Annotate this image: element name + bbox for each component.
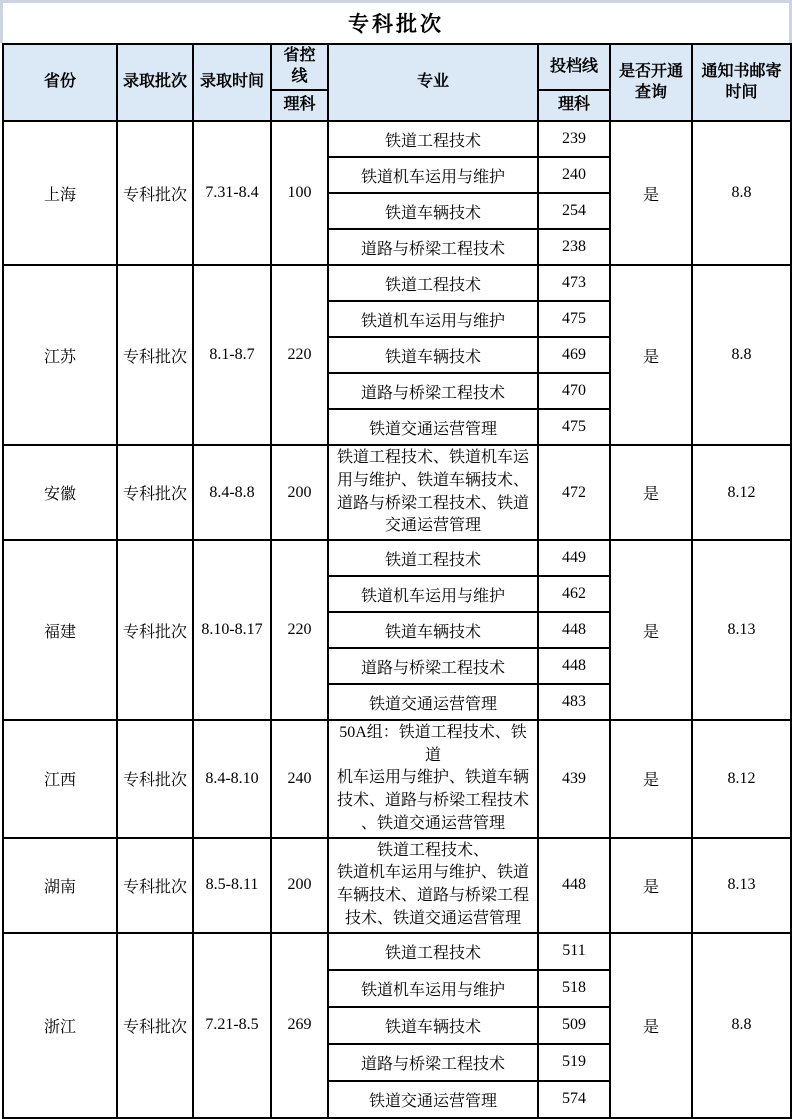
cell-major: 铁道交通运营管理 bbox=[328, 684, 538, 720]
header-time: 录取时间 bbox=[193, 44, 271, 121]
cell-file-line: 469 bbox=[538, 337, 610, 373]
cell-file-line: 449 bbox=[538, 540, 610, 576]
cell-province: 上海 bbox=[3, 121, 117, 265]
table-row bbox=[3, 540, 791, 576]
cell-province: 江西 bbox=[3, 720, 117, 838]
cell-time: 8.1-8.7 bbox=[193, 265, 271, 445]
cell-major: 铁道机车运用与维护 bbox=[328, 301, 538, 337]
cell-province: 浙江 bbox=[3, 933, 117, 1118]
cell-file-line: 511 bbox=[538, 933, 610, 970]
cell-query: 是 bbox=[610, 540, 692, 720]
table-row bbox=[3, 265, 791, 301]
cell-major: 道路与桥梁工程技术 bbox=[328, 1044, 538, 1081]
cell-control-line: 240 bbox=[271, 720, 328, 838]
cell-mail-time: 8.8 bbox=[692, 933, 791, 1118]
cell-major: 铁道机车运用与维护 bbox=[328, 970, 538, 1007]
cell-control-line: 220 bbox=[271, 265, 328, 445]
cell-file-line: 462 bbox=[538, 576, 610, 612]
header-mail-time: 通知书邮寄时间 bbox=[692, 44, 791, 121]
cell-batch: 专科批次 bbox=[117, 720, 193, 838]
cell-time: 7.31-8.4 bbox=[193, 121, 271, 265]
cell-file-line: 240 bbox=[538, 157, 610, 193]
cell-major: 50A组：铁道工程技术、铁道 机车运用与维护、铁道车辆 技术、道路与桥梁工程技术 、铁道交通运营管理 bbox=[328, 720, 538, 838]
cell-file-line: 475 bbox=[538, 301, 610, 337]
cell-batch: 专科批次 bbox=[117, 838, 193, 933]
cell-control-line: 200 bbox=[271, 838, 328, 933]
cell-major: 铁道工程技术、 铁道机车运用与维护、铁道 车辆技术、道路与桥梁工程 技术、铁道交通运营管理 bbox=[328, 838, 538, 933]
cell-query: 是 bbox=[610, 933, 692, 1118]
cell-query: 是 bbox=[610, 445, 692, 540]
cell-major: 铁道车辆技术 bbox=[328, 337, 538, 373]
cell-mail-time: 8.13 bbox=[692, 540, 791, 720]
cell-major: 铁道车辆技术 bbox=[328, 193, 538, 229]
header-control-line-subject: 理科 bbox=[271, 90, 328, 121]
cell-province: 湖南 bbox=[3, 838, 117, 933]
cell-major: 铁道车辆技术 bbox=[328, 612, 538, 648]
cell-major: 铁道工程技术 bbox=[328, 540, 538, 576]
header-query: 是否开通查询 bbox=[610, 44, 692, 121]
header-control-line: 省控线 bbox=[271, 44, 328, 90]
cell-time: 8.4-8.10 bbox=[193, 720, 271, 838]
cell-major: 铁道工程技术 bbox=[328, 121, 538, 157]
cell-file-line: 473 bbox=[538, 265, 610, 301]
cell-control-line: 269 bbox=[271, 933, 328, 1118]
cell-file-line: 439 bbox=[538, 720, 610, 838]
cell-time: 7.21-8.5 bbox=[193, 933, 271, 1118]
cell-batch: 专科批次 bbox=[117, 121, 193, 265]
cell-major: 铁道工程技术、铁道机车运 用与维护、铁道车辆技术、 道路与桥梁工程技术、铁道 交通运营管理 bbox=[328, 445, 538, 540]
cell-province: 安徽 bbox=[3, 445, 117, 540]
cell-query: 是 bbox=[610, 265, 692, 445]
cell-control-line: 200 bbox=[271, 445, 328, 540]
header-file-line-subject: 理科 bbox=[538, 90, 610, 121]
table-row bbox=[3, 838, 791, 933]
cell-file-line: 448 bbox=[538, 612, 610, 648]
table-row bbox=[3, 121, 791, 157]
table-row bbox=[3, 720, 791, 838]
cell-file-line: 519 bbox=[538, 1044, 610, 1081]
cell-batch: 专科批次 bbox=[117, 933, 193, 1118]
cell-file-line: 483 bbox=[538, 684, 610, 720]
cell-major: 铁道机车运用与维护 bbox=[328, 576, 538, 612]
cell-time: 8.10-8.17 bbox=[193, 540, 271, 720]
admissions-table bbox=[2, 43, 792, 1119]
cell-file-line: 475 bbox=[538, 409, 610, 445]
cell-mail-time: 8.8 bbox=[692, 265, 791, 445]
cell-major: 铁道工程技术 bbox=[328, 933, 538, 970]
cell-batch: 专科批次 bbox=[117, 265, 193, 445]
cell-mail-time: 8.13 bbox=[692, 838, 791, 933]
cell-province: 福建 bbox=[3, 540, 117, 720]
header-batch: 录取批次 bbox=[117, 44, 193, 121]
cell-file-line: 239 bbox=[538, 121, 610, 157]
cell-file-line: 518 bbox=[538, 970, 610, 1007]
cell-file-line: 238 bbox=[538, 229, 610, 265]
cell-file-line: 509 bbox=[538, 1007, 610, 1044]
cell-control-line: 220 bbox=[271, 540, 328, 720]
cell-file-line: 254 bbox=[538, 193, 610, 229]
cell-file-line: 574 bbox=[538, 1081, 610, 1118]
cell-province: 江苏 bbox=[3, 265, 117, 445]
cell-major: 铁道交通运营管理 bbox=[328, 409, 538, 445]
cell-query: 是 bbox=[610, 121, 692, 265]
cell-mail-time: 8.12 bbox=[692, 720, 791, 838]
cell-batch: 专科批次 bbox=[117, 540, 193, 720]
cell-time: 8.5-8.11 bbox=[193, 838, 271, 933]
cell-query: 是 bbox=[610, 720, 692, 838]
page-title: 专科批次 bbox=[0, 0, 792, 43]
table-row bbox=[3, 933, 791, 970]
cell-major: 铁道车辆技术 bbox=[328, 1007, 538, 1044]
cell-mail-time: 8.12 bbox=[692, 445, 791, 540]
cell-major: 道路与桥梁工程技术 bbox=[328, 229, 538, 265]
cell-file-line: 448 bbox=[538, 838, 610, 933]
cell-file-line: 448 bbox=[538, 648, 610, 684]
cell-mail-time: 8.8 bbox=[692, 121, 791, 265]
cell-major: 道路与桥梁工程技术 bbox=[328, 648, 538, 684]
table-header-row bbox=[3, 44, 791, 90]
table-row bbox=[3, 445, 791, 540]
cell-major: 道路与桥梁工程技术 bbox=[328, 373, 538, 409]
cell-control-line: 100 bbox=[271, 121, 328, 265]
cell-query: 是 bbox=[610, 838, 692, 933]
cell-major: 铁道工程技术 bbox=[328, 265, 538, 301]
cell-file-line: 472 bbox=[538, 445, 610, 540]
cell-major: 铁道交通运营管理 bbox=[328, 1081, 538, 1118]
cell-major: 铁道机车运用与维护 bbox=[328, 157, 538, 193]
cell-file-line: 470 bbox=[538, 373, 610, 409]
header-major: 专业 bbox=[328, 44, 538, 121]
header-file-line: 投档线 bbox=[538, 44, 610, 90]
header-province: 省份 bbox=[3, 44, 117, 121]
cell-time: 8.4-8.8 bbox=[193, 445, 271, 540]
cell-batch: 专科批次 bbox=[117, 445, 193, 540]
